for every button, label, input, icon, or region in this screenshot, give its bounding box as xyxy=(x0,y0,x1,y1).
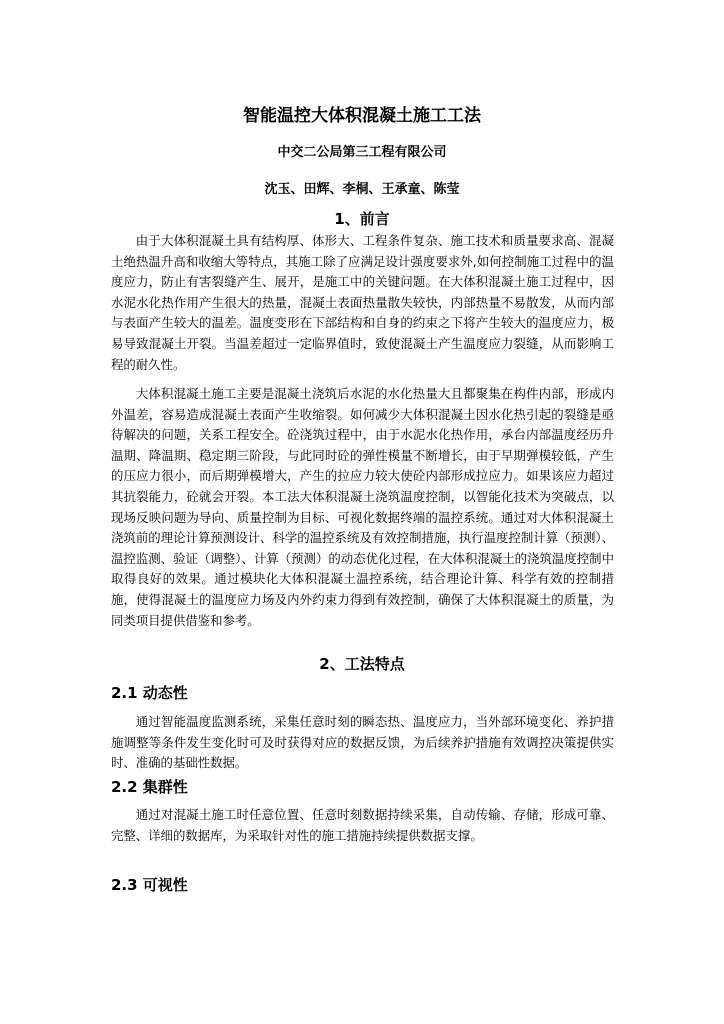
subsection-heading-cluster: 2.2 集群性 xyxy=(111,778,188,796)
cluster-paragraph: 通过对混凝土施工时任意位置、任意时刻数据持续采集，自动传输、存储，形成可靠、完整、详细的数据库，为采取针对性的施工措施持续提供数据支撑。 xyxy=(111,807,614,843)
author-list: 沈玉、田辉、李桐、王承童、陈莹 xyxy=(264,182,460,197)
preface-paragraph-2: 大体积混凝土施工主要是混凝土浇筑后水泥的水化热量大且都聚集在构件内部，形成内外温差，容易造成混凝土表面产生收缩裂。如何减少大体积混凝土因水化热引起的裂缝是亟待解决的问题，关系工程安全。砼浇筑过程中，由于水泥水化热作用，承台内部温度经历升温期、降温期、稳定期三阶段，与此同时砼的弹性模量不断增长，由于早期弹模较低，产生的压应力很小，而后期弹模增大，产生的拉应力较大使砼内部形成拉应力。如果该应力超过其抗裂能力，砼就会开裂。本工法大体积混凝土浇筑温度控制，以智能化技术为突破点，以现场反映问题为导向、质量控制为目标、可视化数据终端的温控系统。通过对大体积混凝土浇筑前的理论计算预测设计、科学的温控系统及有效控制措施，执行温度控制计算（预测）、温控监测、验证（调整）、计算（预测）的动态优化过程，在大体积混凝土的浇筑温度控制中取得良好的效果。通过模块化大体积混凝土温控系统，结合理论计算、科学有效的控制措施，使得混凝土的温度应力场及内外约束力得到有效控制，确保了大体积混凝土的质量，为同类项目提供借鉴和参考。 xyxy=(111,386,614,628)
section-heading-features: 2、工法特点 xyxy=(319,655,405,673)
section-heading-preface: 1、前言 xyxy=(334,210,390,228)
document-title: 智能温控大体积混凝土施工工法 xyxy=(243,106,481,126)
preface-paragraph-1: 由于大体积混凝土具有结构厚、体形大、工程条件复杂、施工技术和质量要求高、混凝土绝热温升高和收缩大等特点，其施工除了应满足设计强度要求外,如何控制施工过程中的温度应力，防止有害裂缝产生、展开，是施工中的关键问题。在大体积混凝土施工过程中，因水泥水化热作用产生很大的热量，混凝土表面热量散失较快，内部热量不易散发，从而内部与表面产生较大的温差。温度变形在下部结构和自身的约束之下将产生较大的温度应力，极易导致混凝土开裂。当温差超过一定临界值时，致使混凝土产生温度应力裂缝，从而影响工程的耐久性。 xyxy=(111,233,614,372)
dynamic-paragraph: 通过智能温度监测系统，采集任意时刻的瞬态热、温度应力，当外部环境变化、养护措施调整等条件发生变化时可及时获得对应的数据反馈，为后续养护措施有效调控决策提供实时、准确的基础性数据。 xyxy=(111,714,614,771)
subsection-heading-dynamic: 2.1 动态性 xyxy=(111,684,188,702)
organization-name: 中交二公局第三工程有限公司 xyxy=(277,145,447,160)
subsection-heading-visual: 2.3 可视性 xyxy=(111,876,188,894)
